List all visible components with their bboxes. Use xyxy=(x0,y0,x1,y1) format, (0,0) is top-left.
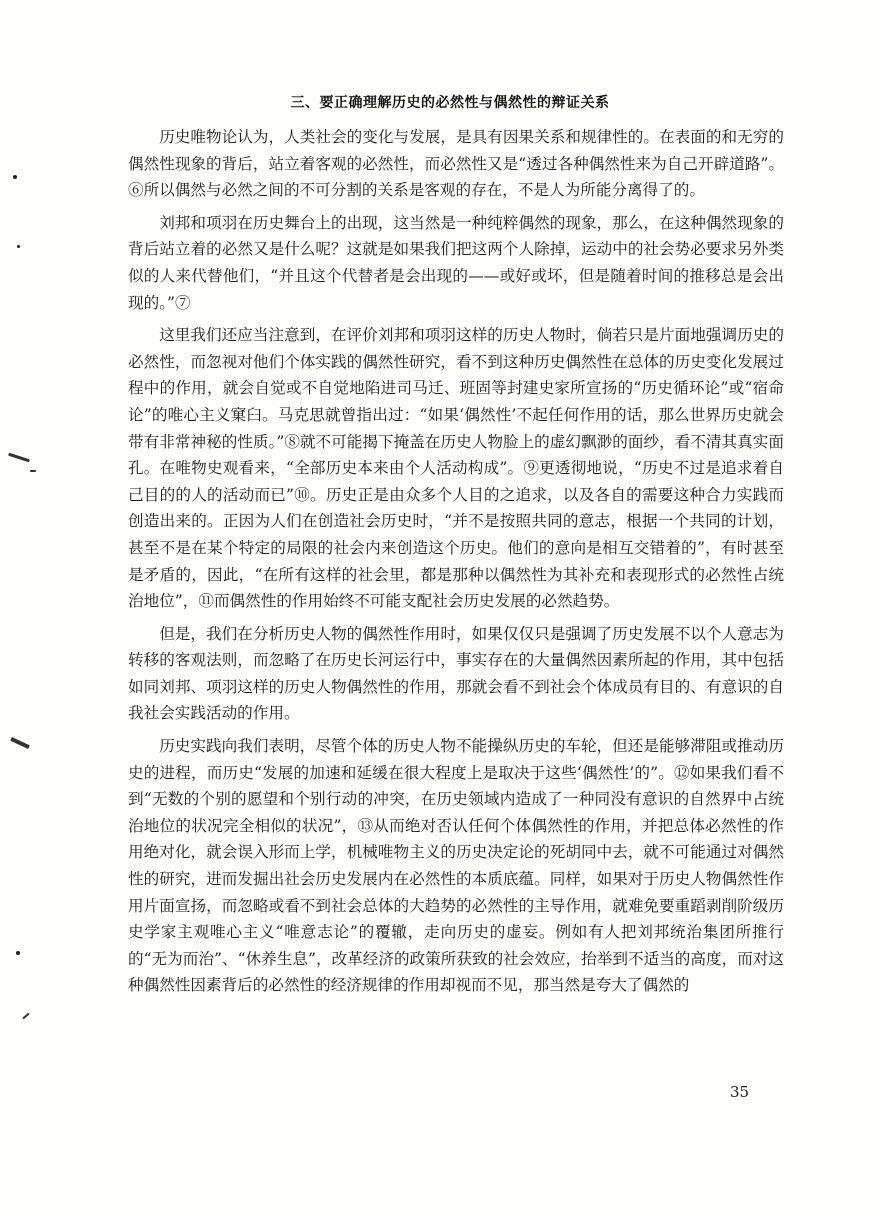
paragraph-2: 刘邦和项羽在历史舞台上的出现，这当然是一种纯粹偶然的现象，那么，在这种偶然现象的背后站立着的必然又是什么呢？这就是如果我们把这两个人除掉，运动中的社会势必要求另外类似的人来代替他们，“并且这个代替者是会出现的——或好或坏，但是随着时间的推移总是会出现的。”⑦ xyxy=(128,213,784,312)
paragraph-3: 这里我们还应当注意到，在评价刘邦和项羽这样的历史人物时，倘若只是片面地强调历史的必然性，而忽视对他们个体实践的偶然性研究，看不到这种历史偶然性在总体的历史变化发展过程中的作用，就会自觉或不自觉地陷进司马迁、班固等封建史家所宣扬的“历史循环论”或“宿命论”的唯心主义窠臼。马克思就曾指出过：“如果‘偶然性’不起任何作用的话，那么世界历史就会带有非常神秘的性质。”⑧就不可能揭下掩盖在历史人物脸上的虚幻飘渺的面纱，看不清其真实面孔。在唯物史观看来，“全部历史本来由个人活动构成”。⑨更透彻地说，“历史不过是追求着自己目的的人的活动而已”⑩。历史正是由众多个人目的之追求，以及各自的需要这种合力实践而创造出来的。正因为人们在创造社会历史时，“并不是按照共同的意志，根据一个共同的计划，甚至不是在某个特定的局限的社会内来创造这个历史。他们的意向是相互交错着的”，有时甚至是矛盾的，因此，“在所有这样的社会里，都是那种以偶然性为其补充和表现形式的必然性占统治地位”，⑪而偶然性的作用始终不可能支配社会历史发展的必然趋势。 xyxy=(128,326,784,611)
scan-speck xyxy=(16,951,20,955)
paragraph-4: 但是，我们在分析历史人物的偶然性作用时，如果仅仅只是强调了历史发展不以个人意志为转移的客观法则，而忽略了在历史长河运行中，事实存在的大量偶然因素所起的作用，其中包括如同刘邦、项羽这样的历史人物偶然性的作用，那就会看不到社会个体成员有目的、有意识的自我社会实践活动的作用。 xyxy=(128,624,784,723)
section-title: 三、要正确理解历史的必然性与偶然性的辩证关系 xyxy=(290,95,610,111)
body-text xyxy=(128,124,784,1005)
scan-speck xyxy=(13,175,17,179)
scan-mark xyxy=(8,453,30,463)
paragraph-5: 历史实践向我们表明，尽管个体的历史人物不能操纵历史的车轮，但还是能够滞阻或推动历史的进程，而历史“发展的加速和延缓在很大程度上是取决于这些‘偶然性’的”。⑫如果我们看不到“无数的个别的愿望和个别行动的冲突，在历史领域内造成了一种同没有意识的自然界中占统治地位的状况完全相似的状况”，⑬从而绝对否认任何个体偶然性的作用，并把总体必然性的作用绝对化，就会误入形而上学，机械唯物主义的历史决定论的死胡同中去，就不可能通过对偶然性的研究，进而发掘出社会历史发展内在必然性的本质底蕴。同样，如果对于历史人物偶然性作用片面宣扬，而忽略或看不到社会总体的大趋势的必然性的主导作用，就难免要重蹈剥削阶级历史学家主观唯心主义“唯意志论”的覆辙，走向历史的虚妄。例如有人把刘邦统治集团所推行的“无为而治”、“休养生息”，改革经济的政策所获致的社会效应，抬举到不适当的高度，而对这种偶然性因素背后的必然性的经济规律的作用却视而不见，那当然是夸大了偶然的 xyxy=(128,737,784,995)
page-number: 35 xyxy=(730,1083,750,1101)
scan-speck xyxy=(17,245,20,248)
scan-mark xyxy=(10,737,30,749)
scan-mark xyxy=(30,470,36,472)
paragraph-1: 历史唯物论认为，人类社会的变化与发展，是具有因果关系和规律性的。在表面的和无穷的偶然性现象的背后，站立着客观的必然性，而必然性又是“透过各种偶然性来为自己开辟道路”。⑥所以偶然与必然之间的不可分割的关系是客观的存在，不是人为所能分离得了的。 xyxy=(128,128,784,200)
scan-mark xyxy=(22,1013,29,1020)
